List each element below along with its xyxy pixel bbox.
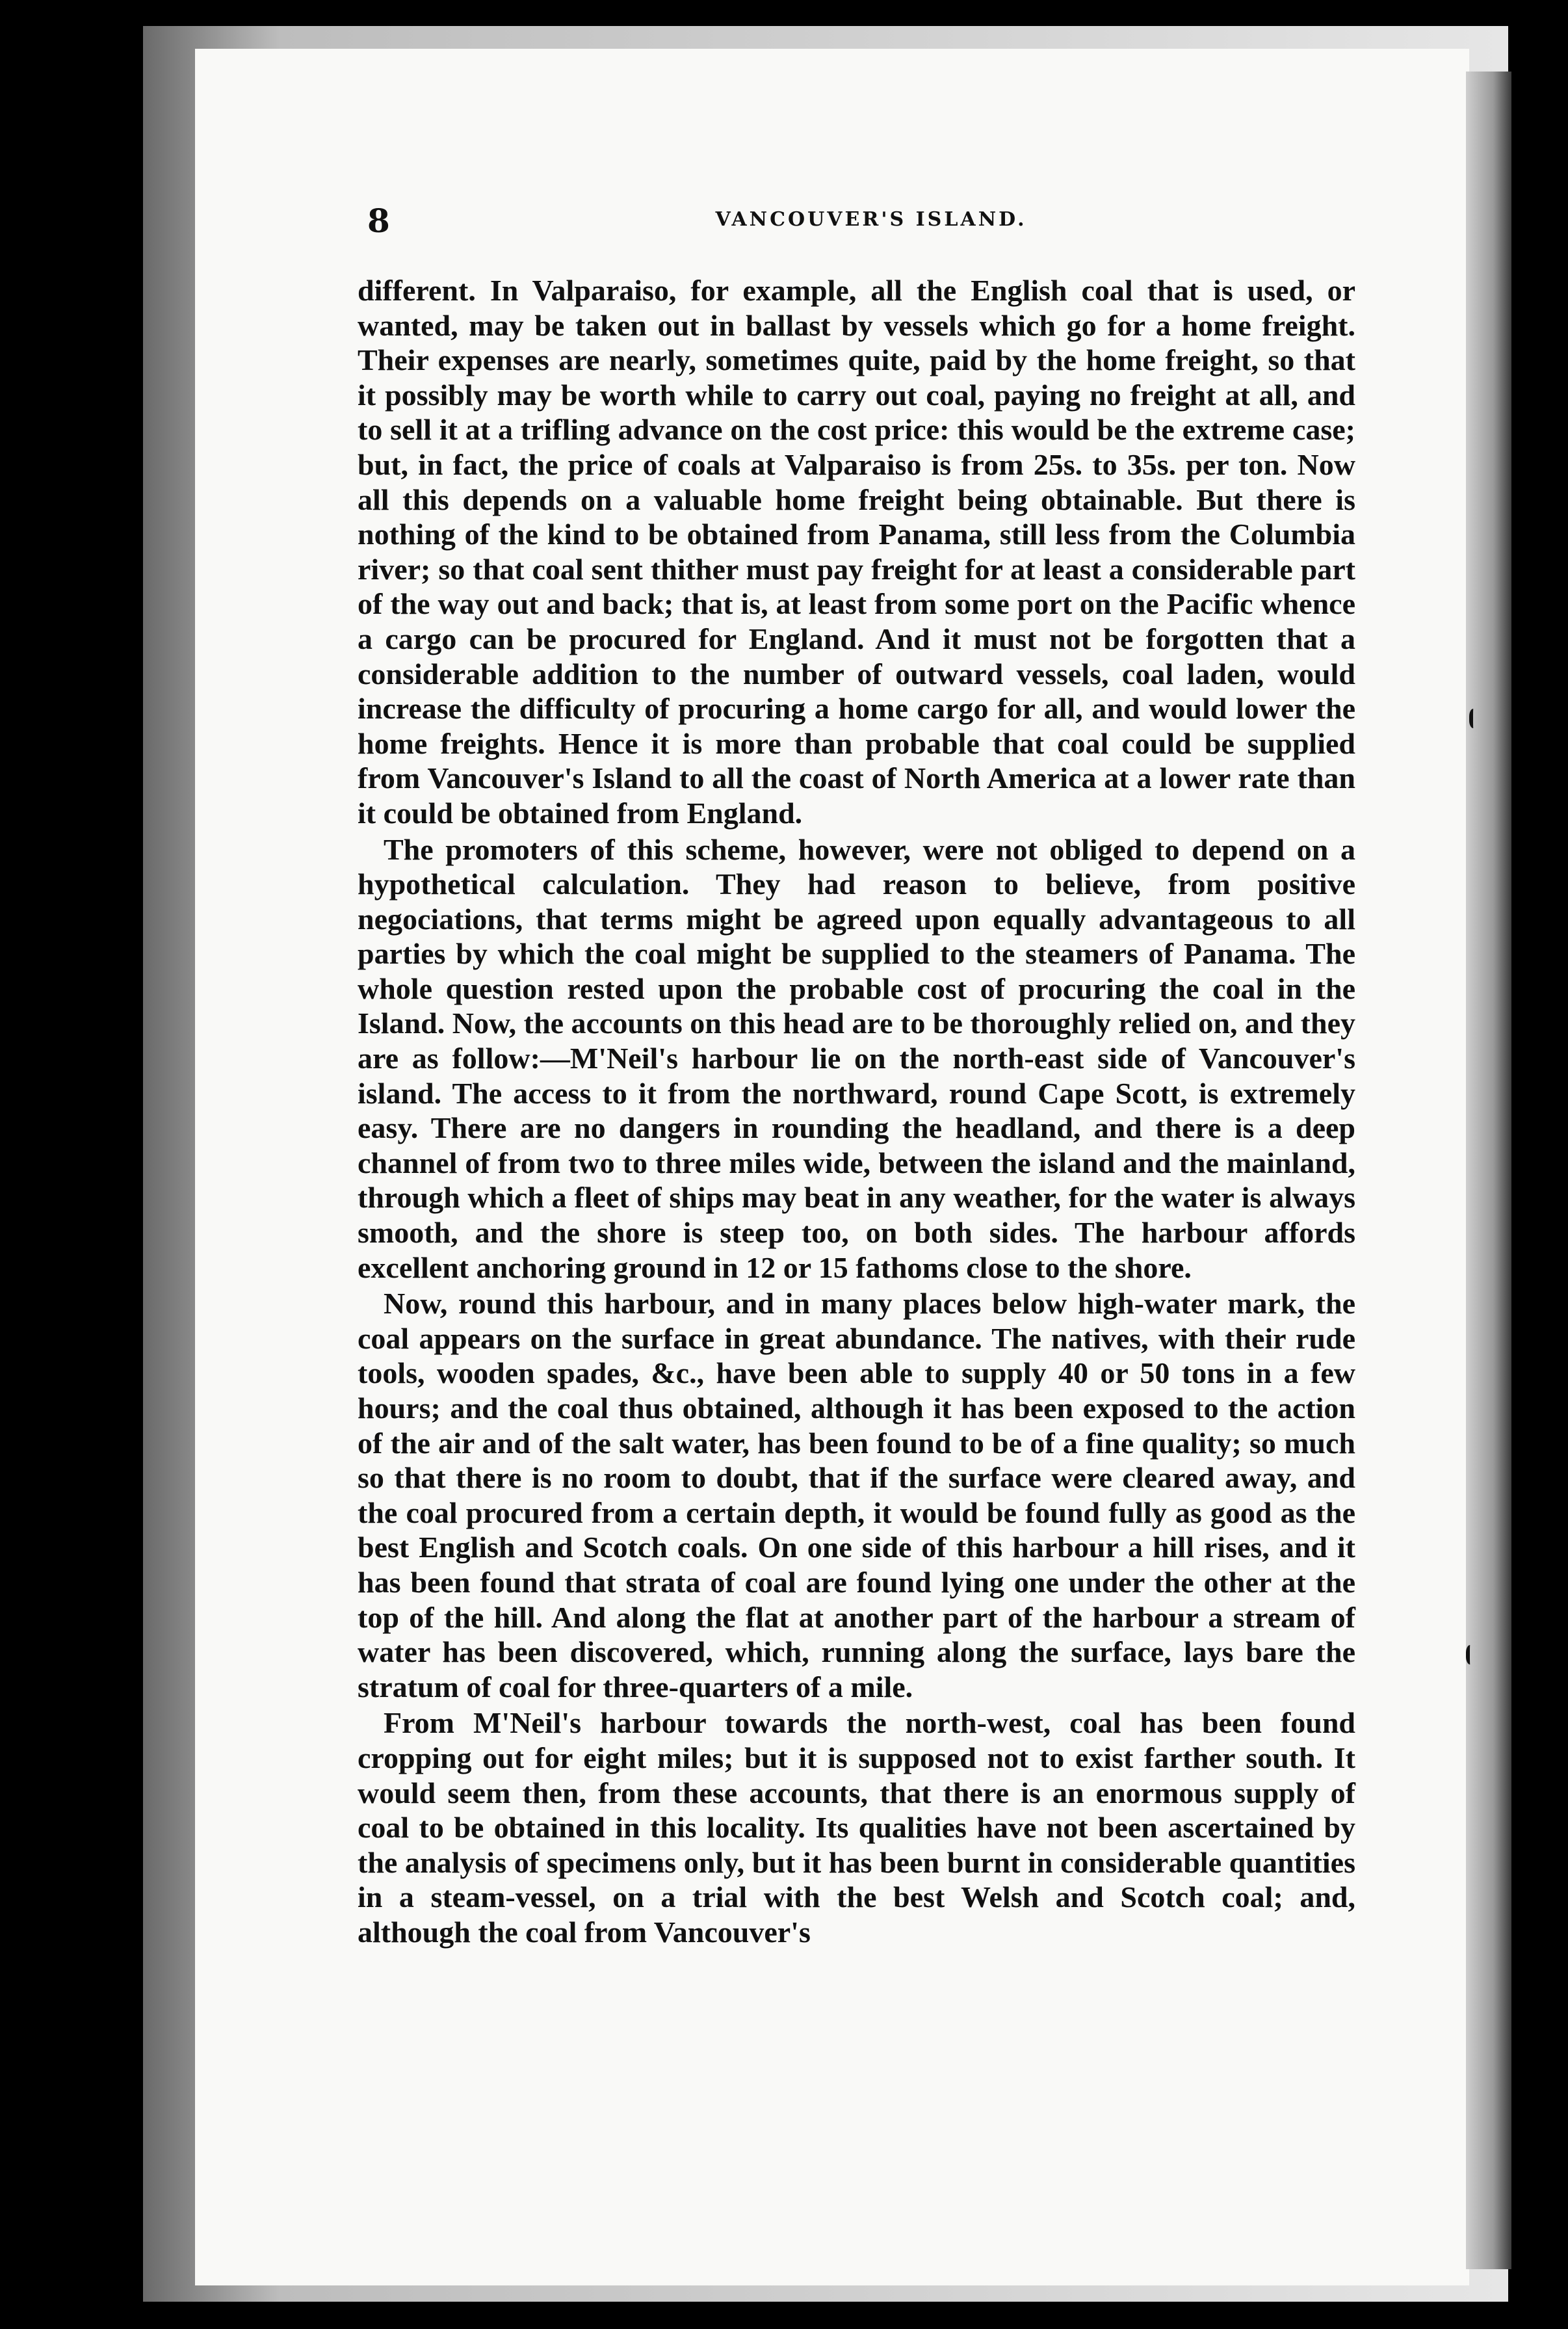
paragraph: The promoters of this scheme, however, were not obliged to depend on a hypothetical calculation. They had reason to believe, from positive negociations, that terms might be agreed upon equally advantageous to all parties by which the coal might be supplied to the steamers of Panama. The whole question rested upon the probable cost of procuring the coal in the Island. Now, the accounts on this head are to be thoroughly relied on, and they are as follow:—M'Neil's harbour lie on the north-east side of Vancouver's island. The access to it from the northward, round Cape Scott, is extremely easy. There are no dangers in rounding the headland, and there is a deep channel of from two to three miles wide, between the island and the mainland, through which a fleet of ships may beat in any weather, for the water is always smooth, and the shore is steep too, on both sides. The harbour affords excellent anchoring ground in 12 or 15 fathoms close to the shore. [358, 832, 1355, 1284]
paragraph-continued: different. In Valparaiso, for example, all the English coal that is used, or wanted, may be taken out in ballast by vessels which go for a home freight. Their expenses are nearly, sometimes quite, paid by the home freight, so that it possibly may be worth while to carry out coal, paying no freight at all, and to sell it at a trifling advance on the cost price: this would be the extreme case; but, in fact, the price of coals at Valparaiso is from 25s. to 35s. per ton. Now all this depends on a valuable home freight being obtainable. But there is nothing of the kind to be obtained from Panama, still less from the Columbia river; so that coal sent thither must pay freight for at least a considerable part of the way out and back; that is, at least from some port on the Pacific whence a cargo can be procured for England. And it must not be forgotten that a considerable addition to the number of outward vessels, coal laden, would increase the difficulty of procuring a home cargo for all, and would lower the home freights. Hence it is more than probable that coal could be supplied from Vancouver's Island to all the coast of North America at a lower rate than it could be obtained from England. [358, 274, 1355, 830]
body-text [358, 273, 1355, 1950]
page-edge-shadow [1466, 72, 1511, 2269]
running-head: VANCOUVER'S ISLAND. [715, 208, 1027, 231]
page-header [367, 202, 1375, 247]
scan-speck [1469, 709, 1480, 728]
page-number: 8 [367, 202, 390, 240]
paragraph: From M'Neil's harbour towards the north-west, coal has been found cropping out for eight miles; but it is supposed not to exist farther south. It would seem then, from these accounts, that there is an enormous supply of coal to be obtained in this locality. Its qualities have not been ascertained by the analysis of specimens only, but it has been burnt in considerable quantities in a steam-vessel, on a trial with the best Welsh and Scotch coal; and, although the coal from Vancouver's [358, 1706, 1355, 1949]
scan-speck [1466, 1645, 1476, 1665]
paragraph: Now, round this harbour, and in many places below high-water mark, the coal appears on the surface in great abundance. The natives, with their rude tools, wooden spades, &c., have been able to supply 40 or 50 tons in a few hours; and the coal thus obtained, although it has been exposed to the action of the air and of the salt water, has been found to be of a fine quality; so much so that there is no room to doubt, that if the surface were cleared away, and the coal procured from a certain depth, it would be found fully as good as the best English and Scotch coals. On one side of this harbour a hill rises, and it has been found that strata of coal are found lying one under the other at the top of the hill. And along the flat at another part of the harbour a stream of water has been discovered, which, running along the surface, lays bare the stratum of coal for three-quarters of a mile. [358, 1287, 1355, 1704]
